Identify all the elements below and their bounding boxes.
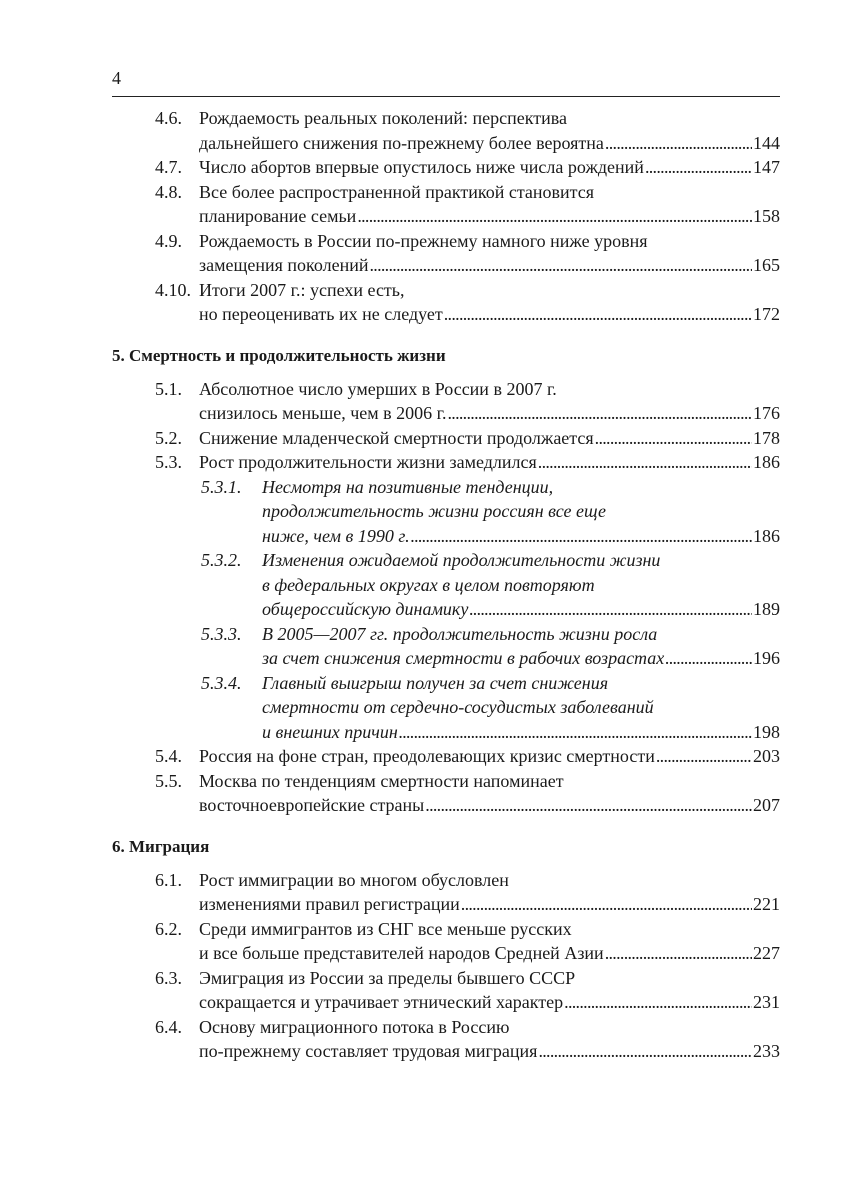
toc-entry[interactable] bbox=[0, 548, 857, 622]
toc-entry-title: но переоценивать их не следует bbox=[199, 304, 443, 324]
toc-entry-line bbox=[199, 744, 780, 769]
dot-leader bbox=[369, 253, 752, 278]
toc-entry-title: Итоги 2007 г.: успехи есть, bbox=[199, 279, 405, 300]
toc-entry-title: Рождаемость в России по-прежнему намного ниже уровня bbox=[199, 230, 648, 251]
toc-entry-page[interactable]: 231 bbox=[753, 992, 780, 1012]
toc-entry-title: Абсолютное число умерших в России в 2007 г. bbox=[199, 378, 557, 399]
toc-entry-line bbox=[262, 720, 780, 745]
toc-entry[interactable] bbox=[0, 966, 857, 1015]
toc-entry[interactable] bbox=[0, 377, 857, 426]
toc-entry-line bbox=[199, 966, 780, 991]
toc-entry-title: Москва по тенденциям смертности напоминает bbox=[199, 770, 564, 791]
toc-entry[interactable] bbox=[0, 278, 857, 327]
toc-entry-number: 6.3. bbox=[155, 967, 182, 988]
toc-entry-title: по-прежнему составляет трудовая миграция bbox=[199, 1041, 538, 1061]
toc-entry-line bbox=[199, 426, 780, 451]
toc-entry-title: и внешних причин bbox=[262, 721, 398, 742]
toc-entry[interactable] bbox=[0, 426, 857, 451]
toc-section-5 bbox=[0, 377, 857, 475]
toc-entry-number: 6.1. bbox=[155, 869, 182, 890]
toc-entry[interactable] bbox=[0, 917, 857, 966]
toc-entry[interactable] bbox=[0, 475, 857, 549]
toc-entry-title: планирование семьи bbox=[199, 206, 357, 226]
chapter-6-heading: 6. Миграция bbox=[112, 836, 210, 856]
toc-entry-number: 4.7. bbox=[155, 157, 182, 177]
toc-entry-number: 4.8. bbox=[155, 181, 182, 202]
toc-entry-title: Рост продолжительности жизни замедлился bbox=[199, 452, 537, 472]
toc-entry-line bbox=[199, 253, 780, 278]
toc-entry[interactable] bbox=[0, 1015, 857, 1064]
dot-leader bbox=[665, 646, 752, 671]
page-number: 4 bbox=[112, 68, 121, 88]
toc-entry-number: 4.9. bbox=[155, 230, 182, 251]
toc-entry-line bbox=[262, 597, 780, 622]
toc-entry[interactable] bbox=[0, 671, 857, 745]
toc-entry-number: 5.2. bbox=[155, 427, 182, 448]
toc-entry-title: Несмотря на позитивные тенденции, bbox=[262, 476, 554, 497]
toc-entry-line bbox=[262, 548, 780, 573]
toc-entry-number: 4.10. bbox=[155, 279, 191, 300]
toc-entry-title: восточноевропейские страны bbox=[199, 795, 425, 815]
toc-entry-line bbox=[262, 695, 780, 720]
toc-entry[interactable] bbox=[0, 180, 857, 229]
toc-entry-number: 5.3. bbox=[155, 452, 182, 472]
toc-entry-line bbox=[262, 671, 780, 696]
toc-entry-line bbox=[199, 917, 780, 942]
toc-entry-number: 5.3.1. bbox=[201, 476, 242, 497]
dot-leader bbox=[469, 597, 752, 622]
toc-entry-number: 5.4. bbox=[155, 746, 182, 766]
toc-entry-title: ниже, чем в 1990 г. bbox=[262, 525, 410, 546]
toc-entry-title: Рождаемость реальных поколений: перспектива bbox=[199, 108, 567, 128]
toc-entry-line bbox=[199, 377, 780, 402]
toc-section-4-continued bbox=[0, 106, 857, 327]
toc-entry-title: за счет снижения смертности в рабочих возрастах bbox=[262, 648, 665, 668]
toc-entry-title: Снижение младенческой смертности продолжается bbox=[199, 427, 594, 448]
toc-entry-number: 5.3.4. bbox=[201, 672, 242, 693]
toc-entry-line bbox=[199, 180, 780, 205]
toc-entry-page[interactable]: 147 bbox=[753, 157, 780, 177]
dot-leader bbox=[605, 941, 752, 966]
toc-entry-title: Изменения ожидаемой продолжительности жизни bbox=[262, 550, 661, 570]
toc-entry-title: дальнейшего снижения по-прежнему более вероятна bbox=[199, 132, 604, 153]
toc-entry-number: 5.3.2. bbox=[201, 550, 242, 570]
dot-leader bbox=[645, 155, 752, 180]
toc-entry-line bbox=[199, 941, 780, 966]
toc-entry-page[interactable]: 158 bbox=[753, 206, 780, 226]
toc-entry-page[interactable]: 198 bbox=[753, 721, 780, 742]
toc-entry-line bbox=[199, 401, 780, 426]
toc-entry-line bbox=[199, 106, 780, 131]
toc-entry-line bbox=[262, 646, 780, 671]
toc-entry-number: 5.5. bbox=[155, 770, 182, 791]
toc-entry-page[interactable]: 176 bbox=[753, 403, 780, 423]
toc-entry-page[interactable]: 186 bbox=[753, 525, 780, 546]
toc-section-5-tail bbox=[0, 744, 857, 818]
toc-entry-line bbox=[199, 1015, 780, 1040]
toc-entry-line bbox=[199, 131, 780, 156]
toc-entry-line bbox=[199, 450, 780, 475]
toc-section-6 bbox=[0, 868, 857, 1064]
toc-entry-line bbox=[199, 302, 780, 327]
toc-entry-title: и все больше представителей народов Средней Азии bbox=[199, 943, 604, 963]
toc-entry-page[interactable]: 221 bbox=[753, 894, 780, 914]
toc-entry-line bbox=[199, 769, 780, 794]
toc-entry-number: 4.6. bbox=[155, 108, 182, 128]
toc-entry[interactable] bbox=[0, 868, 857, 917]
toc-entry-title: Число абортов впервые опустилось ниже числа рождений bbox=[199, 157, 644, 177]
toc-entry-title: снизилось меньше, чем в 2006 г. bbox=[199, 403, 447, 423]
toc-entry-number: 5.1. bbox=[155, 378, 182, 399]
dot-leader bbox=[564, 990, 752, 1015]
toc-entry-title: в федеральных округах в целом повторяют bbox=[262, 574, 595, 595]
dot-leader bbox=[357, 204, 752, 229]
toc-entry-title: сокращается и утрачивает этнический характер bbox=[199, 992, 564, 1012]
toc-entry-page[interactable]: 144 bbox=[753, 132, 780, 153]
toc-entry-title: замещения поколений bbox=[199, 255, 369, 275]
toc-entry-line bbox=[199, 868, 780, 893]
toc-section-5-3-subentries bbox=[0, 475, 857, 745]
toc-entry-page[interactable]: 165 bbox=[753, 255, 780, 275]
toc-entry[interactable] bbox=[0, 769, 857, 818]
toc-entry[interactable] bbox=[0, 744, 857, 769]
toc-entry-line bbox=[262, 475, 780, 500]
dot-leader bbox=[656, 744, 752, 769]
dot-leader bbox=[444, 302, 752, 327]
toc-entry-page[interactable]: 189 bbox=[753, 599, 780, 619]
toc-entry[interactable] bbox=[0, 229, 857, 278]
toc-entry-page[interactable]: 178 bbox=[753, 427, 780, 448]
toc-entry-page[interactable]: 233 bbox=[753, 1041, 780, 1061]
toc-entry-page[interactable]: 196 bbox=[753, 648, 780, 668]
toc-entry-page[interactable]: 172 bbox=[753, 304, 780, 324]
toc-entry-line bbox=[262, 573, 780, 598]
toc-entry-line bbox=[199, 990, 780, 1015]
dot-leader bbox=[605, 131, 752, 156]
toc-entry-page[interactable]: 186 bbox=[753, 452, 780, 472]
toc-entry-title: продолжительность жизни россиян все еще bbox=[262, 501, 607, 521]
toc-entry-number: 6.2. bbox=[155, 918, 182, 939]
toc-entry-line bbox=[199, 892, 780, 917]
toc-entry-line bbox=[262, 524, 780, 549]
toc-entry-title: общероссийскую динамику bbox=[262, 599, 469, 619]
toc-entry-page[interactable]: 203 bbox=[753, 746, 780, 766]
toc-entry-line bbox=[199, 204, 780, 229]
toc-entry-number: 5.3.3. bbox=[201, 623, 242, 644]
toc-entry-title: В 2005—2007 гг. продолжительность жизни росла bbox=[262, 623, 658, 644]
dot-leader bbox=[411, 524, 752, 549]
dot-leader bbox=[399, 720, 752, 745]
toc-entry-page[interactable]: 227 bbox=[753, 943, 780, 963]
dot-leader bbox=[425, 793, 752, 818]
toc-entry-line bbox=[262, 622, 780, 647]
chapter-5-heading: 5. Смертность и продолжительность жизни bbox=[112, 345, 446, 365]
dot-leader bbox=[461, 892, 752, 917]
toc-entry-title: Россия на фоне стран, преодолевающих кризис смертности bbox=[199, 746, 655, 766]
toc-entry-title: Все более распространенной практикой становится bbox=[199, 181, 595, 202]
dot-leader bbox=[595, 426, 752, 451]
toc-entry-title: Главный выигрыш получен за счет снижения bbox=[262, 672, 609, 693]
toc-entry-title: изменениями правил регистрации bbox=[199, 894, 460, 914]
toc-entry-line bbox=[199, 1039, 780, 1064]
toc-entry[interactable] bbox=[0, 450, 857, 475]
toc-entry-title: смертности от сердечно-сосудистых заболеваний bbox=[262, 697, 654, 717]
toc-entry-line bbox=[199, 155, 780, 180]
toc-entry-line bbox=[199, 793, 780, 818]
toc-entry-line bbox=[262, 499, 780, 524]
toc-entry-line bbox=[199, 278, 780, 303]
toc-entry-title: Среди иммигрантов из СНГ все меньше русских bbox=[199, 918, 572, 939]
dot-leader bbox=[538, 1039, 752, 1064]
toc-entry[interactable] bbox=[0, 155, 857, 180]
dot-leader bbox=[447, 401, 752, 426]
header-rule bbox=[112, 96, 780, 97]
toc-entry-page[interactable]: 207 bbox=[753, 795, 780, 815]
toc-entry[interactable] bbox=[0, 622, 857, 671]
toc-entry-title: Эмиграция из России за пределы бывшего СССР bbox=[199, 967, 576, 988]
dot-leader bbox=[538, 450, 752, 475]
toc-entry[interactable] bbox=[0, 106, 857, 155]
toc-entry-line bbox=[199, 229, 780, 254]
toc-entry-title: Рост иммиграции во многом обусловлен bbox=[199, 869, 509, 890]
table-of-contents bbox=[0, 106, 857, 1064]
toc-entry-number: 6.4. bbox=[155, 1016, 182, 1037]
toc-entry-title: Основу миграционного потока в Россию bbox=[199, 1016, 510, 1037]
